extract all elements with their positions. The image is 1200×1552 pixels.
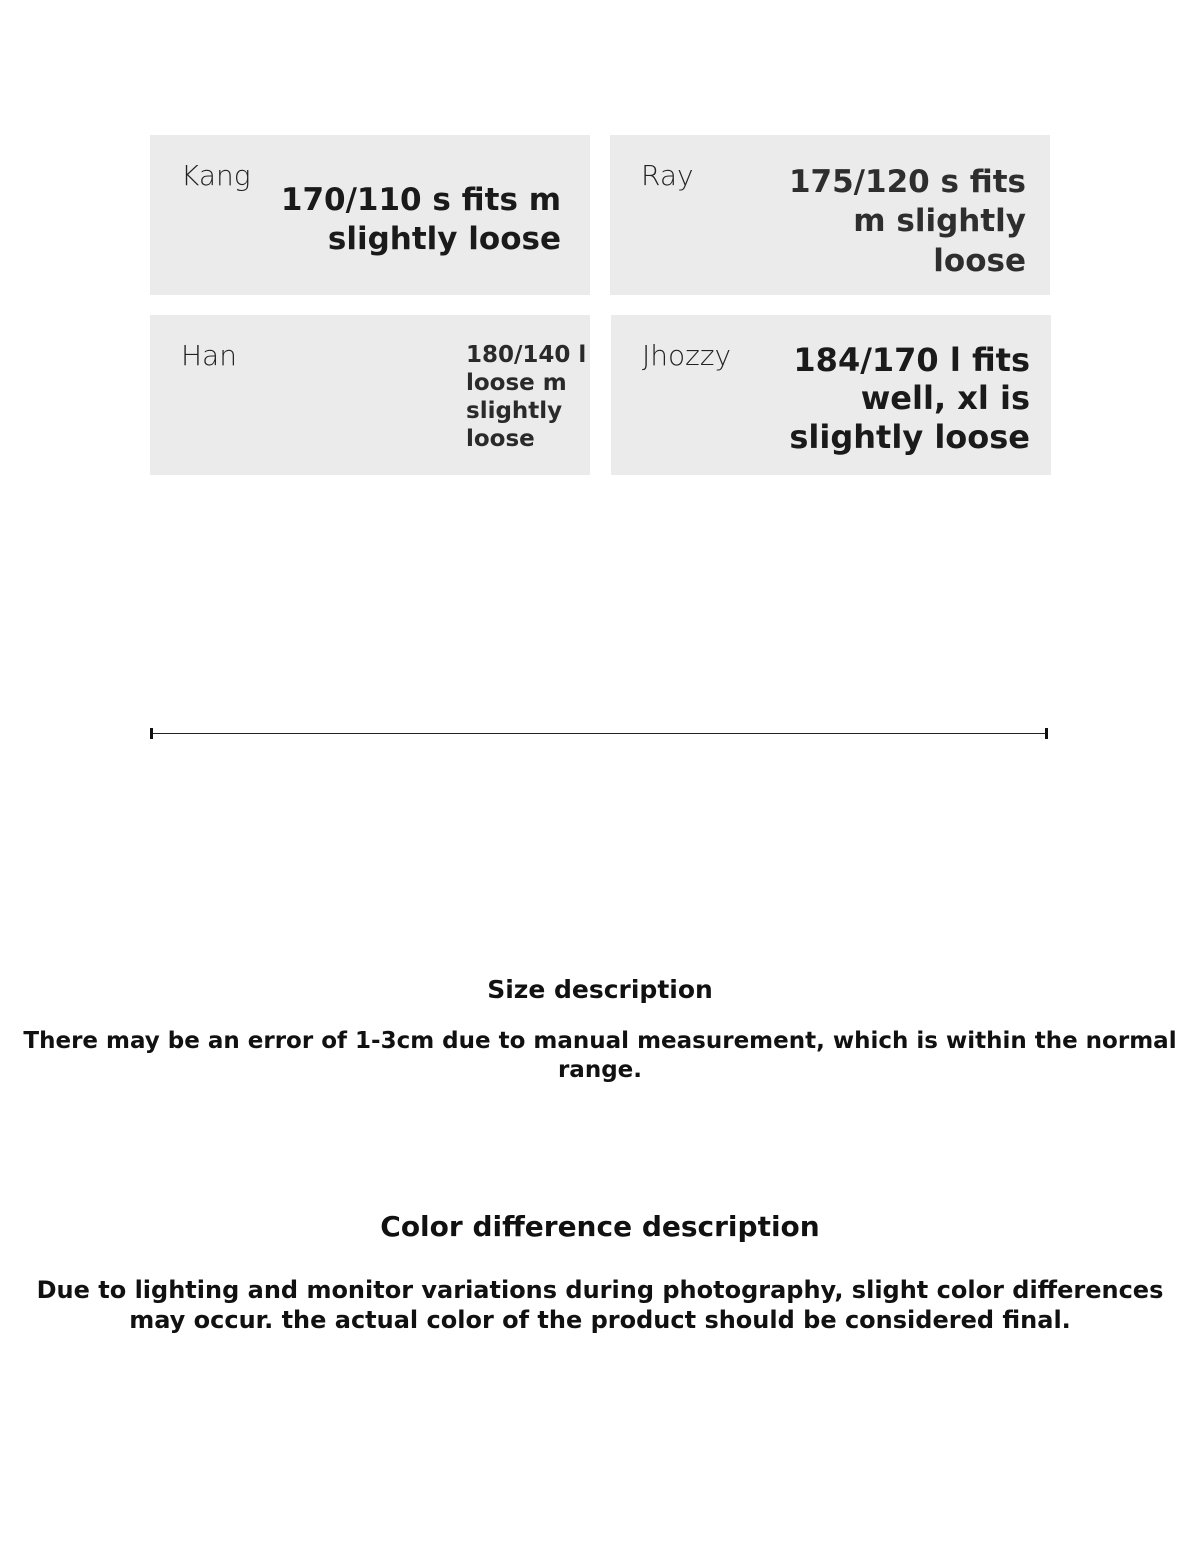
size-description-text: There may be an error of 1-3cm due to manual measurement, which is within the normal range. xyxy=(23,1028,1177,1083)
fit-review-card xyxy=(150,315,590,475)
fit-note: 184/170 l fits well, xl is slightly loose xyxy=(789,341,1030,456)
color-difference-title: Color difference description xyxy=(380,1210,820,1243)
color-difference-text: Due to lighting and monitor variations during photography, slight color differences may occur. the actual color of the product should be considered final. xyxy=(36,1276,1164,1334)
fit-note: 180/140 l loose m slightly loose xyxy=(466,342,587,453)
fit-review-card xyxy=(611,315,1051,475)
divider-right-cap xyxy=(1045,728,1048,739)
divider-left-cap xyxy=(150,728,153,739)
reviewer-name: Han xyxy=(181,339,237,372)
size-description-title: Size description xyxy=(487,975,713,1004)
reviewer-name: Jhozzy xyxy=(642,339,732,372)
fit-review-card xyxy=(150,135,590,295)
section-divider xyxy=(150,733,1048,734)
reviewer-name: Ray xyxy=(641,159,694,192)
fit-note: 175/120 s fits m slightly loose xyxy=(788,164,1026,279)
fit-note: 170/110 s fits m slightly loose xyxy=(280,182,561,258)
fit-review-card xyxy=(610,135,1050,295)
reviewer-name: Kang xyxy=(181,159,251,192)
